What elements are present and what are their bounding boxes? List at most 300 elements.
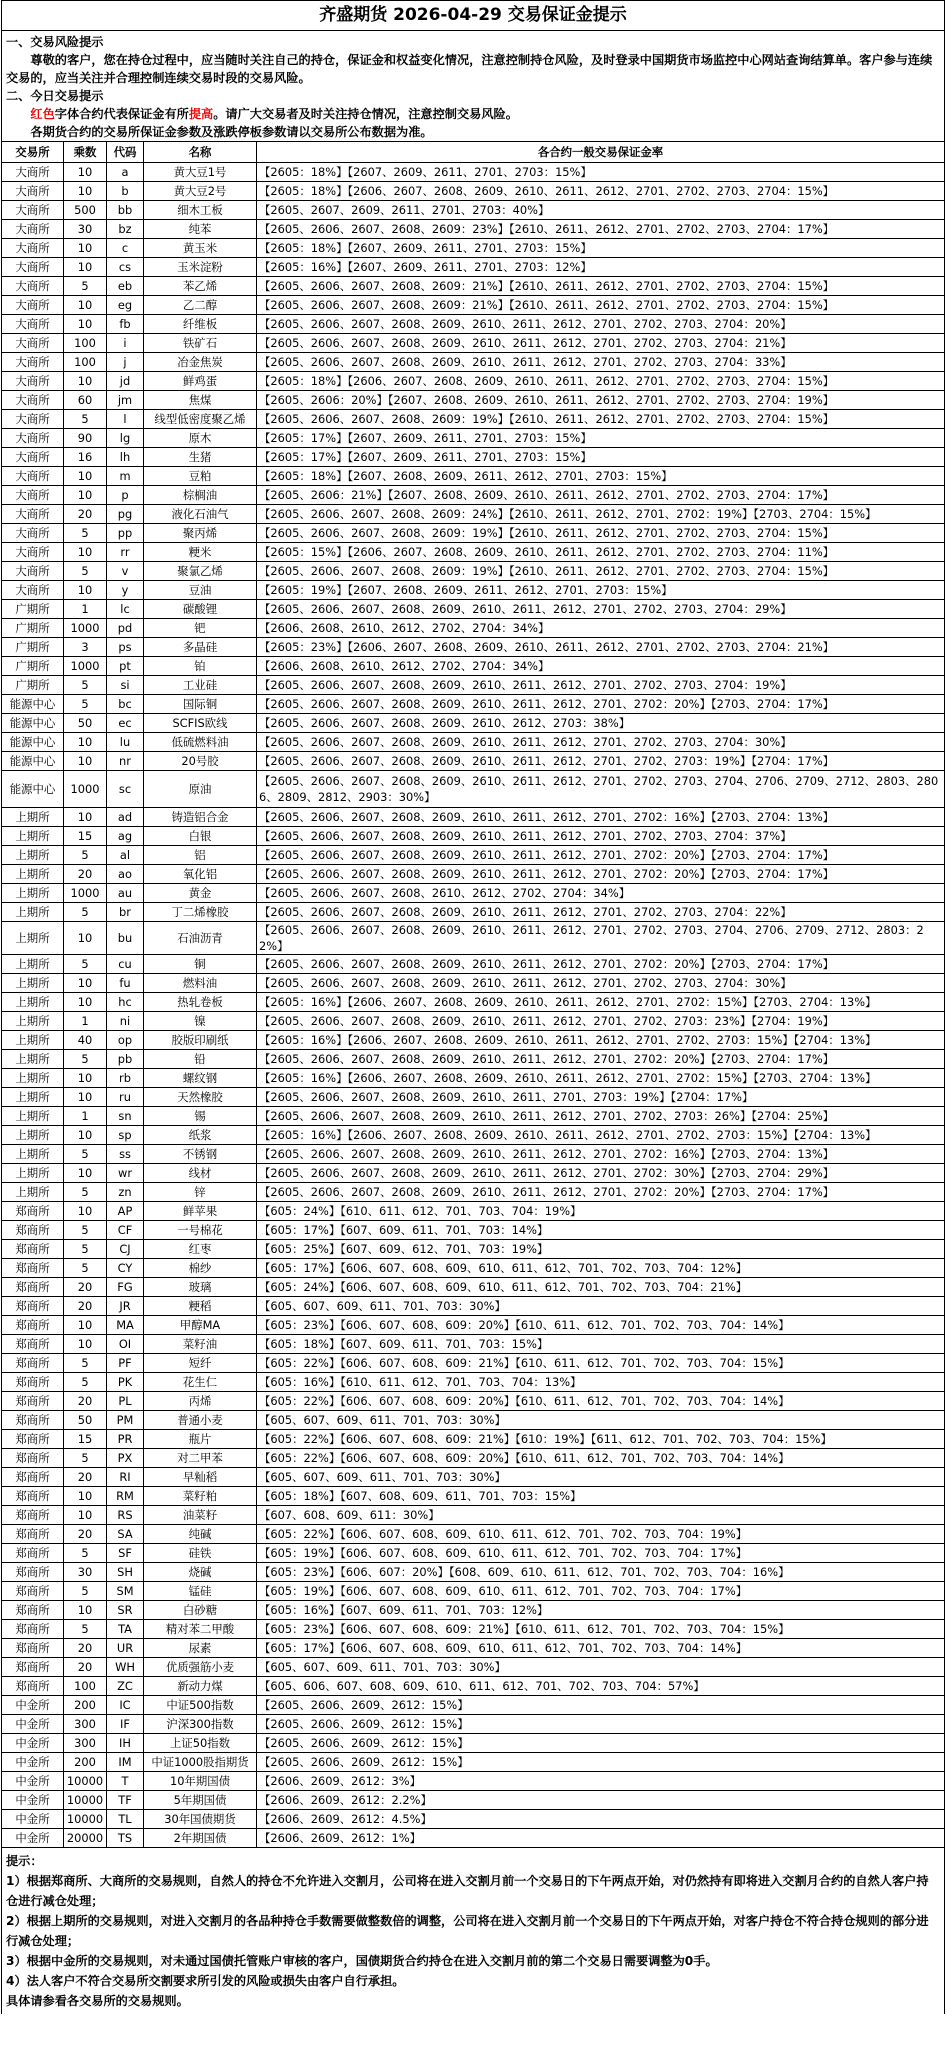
cell-margin-rate: 【2605：16%】【2606、2607、2608、2609、2610、2611、2612、2701、2702：15%】【2703、2704：13%】 bbox=[257, 1069, 945, 1088]
cell-margin-rate: 【2605、2606、2609、2612：15%】 bbox=[257, 1734, 945, 1753]
cell-code: RI bbox=[107, 1468, 144, 1487]
cell-multiplier: 10 bbox=[64, 543, 107, 562]
cell-name: 国际铜 bbox=[144, 695, 257, 714]
cell-name: 纸浆 bbox=[144, 1126, 257, 1145]
cell-name: 中证1000股指期货 bbox=[144, 1753, 257, 1772]
cell-exchange: 大商所 bbox=[2, 220, 64, 239]
cell-name: 豆粕 bbox=[144, 467, 257, 486]
cell-multiplier: 5 bbox=[64, 903, 107, 922]
table-row bbox=[2, 429, 945, 448]
cell-margin-rate: 【605：22%】【606、607、608、609：20%】【610、611、612、701、702、703、704：14%】 bbox=[257, 1392, 945, 1411]
cell-multiplier: 200 bbox=[64, 1753, 107, 1772]
table-body bbox=[2, 163, 945, 1848]
cell-code: sp bbox=[107, 1126, 144, 1145]
cell-code: i bbox=[107, 334, 144, 353]
cell-multiplier: 10 bbox=[64, 486, 107, 505]
cell-exchange: 能源中心 bbox=[2, 695, 64, 714]
cell-name: 生猪 bbox=[144, 448, 257, 467]
cell-exchange: 郑商所 bbox=[2, 1525, 64, 1544]
cell-exchange: 大商所 bbox=[2, 562, 64, 581]
cell-code: ru bbox=[107, 1088, 144, 1107]
raised-label: 提高 bbox=[188, 107, 214, 121]
cell-margin-rate: 【605、607、609、611、701、703：30%】 bbox=[257, 1411, 945, 1430]
table-row bbox=[2, 1715, 945, 1734]
cell-multiplier: 10 bbox=[64, 1506, 107, 1525]
cell-exchange: 郑商所 bbox=[2, 1468, 64, 1487]
table-row bbox=[2, 1544, 945, 1563]
cell-name: 乙二醇 bbox=[144, 296, 257, 315]
cell-code: m bbox=[107, 467, 144, 486]
cell-multiplier: 20 bbox=[64, 1297, 107, 1316]
col-multiplier: 乘数 bbox=[64, 142, 107, 163]
table-row bbox=[2, 1183, 945, 1202]
cell-multiplier: 20 bbox=[64, 1278, 107, 1297]
cell-exchange: 郑商所 bbox=[2, 1392, 64, 1411]
risk-paragraph: 尊敬的客户，您在持仓过程中，应当随时关注自己的持仓，保证金和权益变化情况，注意控制持仓风险，及时登录中国期货市场监控中心网站查询结算单。客户参与连续交易的，应当关注并合理控制连续交易时段的交易风险。 bbox=[6, 53, 933, 85]
table-row bbox=[2, 808, 945, 827]
table-row bbox=[2, 467, 945, 486]
table-row bbox=[2, 372, 945, 391]
cell-code: IH bbox=[107, 1734, 144, 1753]
cell-code: lu bbox=[107, 733, 144, 752]
cell-name: 豆油 bbox=[144, 581, 257, 600]
cell-exchange: 上期所 bbox=[2, 827, 64, 846]
cell-exchange: 中金所 bbox=[2, 1772, 64, 1791]
cell-margin-rate: 【605：22%】【606、607、608、609：21%】【610：19%】【611、612、701、702、703、704：15%】 bbox=[257, 1430, 945, 1449]
cell-margin-rate: 【2605：18%】【2607、2609、2611、2701、2703：15%】 bbox=[257, 163, 945, 182]
cell-multiplier: 20 bbox=[64, 1525, 107, 1544]
cell-code: pd bbox=[107, 619, 144, 638]
table-row bbox=[2, 771, 945, 808]
table-row bbox=[2, 486, 945, 505]
exchange-note: 各期货合约的交易所保证金参数及涨跌停板参数请以交易所公布数据为准。 bbox=[30, 125, 433, 139]
cell-multiplier: 5 bbox=[64, 1582, 107, 1601]
cell-margin-rate: 【2605、2606、2607、2608、2609：24%】【2610、2611、2612、2701、2702：19%】【2703、2704：15%】 bbox=[257, 505, 945, 524]
cell-code: ec bbox=[107, 714, 144, 733]
cell-name: 早籼稻 bbox=[144, 1468, 257, 1487]
cell-margin-rate: 【2605、2606、2607、2608、2609、2610、2611、2612、2701、2702：20%】【2703、2704：17%】 bbox=[257, 955, 945, 974]
cell-margin-rate: 【2605、2606、2607、2608、2609、2610、2611、2612、2701、2702：30%】【2703、2704：29%】 bbox=[257, 1164, 945, 1183]
table-row bbox=[2, 1772, 945, 1791]
cell-multiplier: 5 bbox=[64, 410, 107, 429]
cell-name: 鲜苹果 bbox=[144, 1202, 257, 1221]
cell-name: 棉纱 bbox=[144, 1259, 257, 1278]
cell-name: 热轧卷板 bbox=[144, 993, 257, 1012]
cell-exchange: 中金所 bbox=[2, 1734, 64, 1753]
table-row bbox=[2, 1658, 945, 1677]
cell-margin-rate: 【2605：16%】【2606、2607、2608、2609、2610、2611、2612、2701、2702：15%】【2703、2704：13%】 bbox=[257, 993, 945, 1012]
cell-exchange: 郑商所 bbox=[2, 1449, 64, 1468]
cell-name: 镍 bbox=[144, 1012, 257, 1031]
table-row bbox=[2, 1259, 945, 1278]
table-row bbox=[2, 1601, 945, 1620]
cell-exchange: 大商所 bbox=[2, 296, 64, 315]
today-text-b: 。请广大交易者及时关注持仓情况，注意控制交易风险。 bbox=[213, 107, 518, 121]
table-row bbox=[2, 1164, 945, 1183]
cell-multiplier: 5 bbox=[64, 1221, 107, 1240]
cell-name: 碳酸锂 bbox=[144, 600, 257, 619]
cell-margin-rate: 【2605、2606、2607、2608、2609、2610、2611、2612、2701、2702、2703、2704：37%】 bbox=[257, 827, 945, 846]
cell-margin-rate: 【2605、2606、2607、2608、2609、2610、2611、2612、2701、2702：16%】【2703、2704：13%】 bbox=[257, 808, 945, 827]
cell-code: pp bbox=[107, 524, 144, 543]
cell-margin-rate: 【605、607、609、611、701、703：30%】 bbox=[257, 1468, 945, 1487]
cell-margin-rate: 【2605、2606、2609、2612：15%】 bbox=[257, 1715, 945, 1734]
cell-code: fb bbox=[107, 315, 144, 334]
table-row bbox=[2, 1316, 945, 1335]
cell-multiplier: 16 bbox=[64, 448, 107, 467]
cell-exchange: 郑商所 bbox=[2, 1240, 64, 1259]
cell-code: FG bbox=[107, 1278, 144, 1297]
cell-margin-rate: 【2605：15%】【2606、2607、2608、2609、2610、2611、2612、2701、2702、2703、2704：11%】 bbox=[257, 543, 945, 562]
cell-multiplier: 90 bbox=[64, 429, 107, 448]
cell-exchange: 大商所 bbox=[2, 372, 64, 391]
cell-name: 优质强筋小麦 bbox=[144, 1658, 257, 1677]
cell-multiplier: 10 bbox=[64, 182, 107, 201]
cell-multiplier: 5 bbox=[64, 1544, 107, 1563]
cell-code: cu bbox=[107, 955, 144, 974]
table-row bbox=[2, 1050, 945, 1069]
cell-name: 尿素 bbox=[144, 1639, 257, 1658]
cell-multiplier: 100 bbox=[64, 1677, 107, 1696]
cell-multiplier: 10 bbox=[64, 733, 107, 752]
cell-margin-rate: 【2605、2606、2607、2608、2609：21%】【2610、2611、2612、2701、2702、2703、2704：15%】 bbox=[257, 277, 945, 296]
cell-name: 精对苯二甲酸 bbox=[144, 1620, 257, 1639]
table-row bbox=[2, 1525, 945, 1544]
cell-name: 30年国债期货 bbox=[144, 1810, 257, 1829]
col-margin-rate: 各合约一般交易保证金率 bbox=[257, 142, 945, 163]
cell-margin-rate: 【2606、2609、2612：2.2%】 bbox=[257, 1791, 945, 1810]
cell-exchange: 大商所 bbox=[2, 410, 64, 429]
cell-multiplier: 5 bbox=[64, 955, 107, 974]
cell-name: 粳米 bbox=[144, 543, 257, 562]
cell-multiplier: 5 bbox=[64, 1354, 107, 1373]
table-row bbox=[2, 1734, 945, 1753]
cell-name: 一号棉花 bbox=[144, 1221, 257, 1240]
table-row bbox=[2, 1791, 945, 1810]
cell-name: 棕榈油 bbox=[144, 486, 257, 505]
notice-section bbox=[2, 31, 944, 141]
cell-margin-rate: 【2605、2606、2607、2608、2609、2610、2611、2612、2701、2702、2703、2704：20%】 bbox=[257, 315, 945, 334]
cell-exchange: 上期所 bbox=[2, 808, 64, 827]
cell-multiplier: 10 bbox=[64, 993, 107, 1012]
cell-code: IM bbox=[107, 1753, 144, 1772]
cell-multiplier: 5 bbox=[64, 1449, 107, 1468]
cell-multiplier: 15 bbox=[64, 827, 107, 846]
cell-name: 原木 bbox=[144, 429, 257, 448]
cell-code: au bbox=[107, 884, 144, 903]
cell-exchange: 郑商所 bbox=[2, 1316, 64, 1335]
cell-exchange: 大商所 bbox=[2, 163, 64, 182]
cell-exchange: 上期所 bbox=[2, 1164, 64, 1183]
cell-code: lc bbox=[107, 600, 144, 619]
cell-name: 硅铁 bbox=[144, 1544, 257, 1563]
cell-code: SR bbox=[107, 1601, 144, 1620]
note-5: 具体请参看各交易所的交易规则。 bbox=[6, 1994, 189, 2008]
cell-multiplier: 10 bbox=[64, 1069, 107, 1088]
cell-exchange: 大商所 bbox=[2, 258, 64, 277]
table-row bbox=[2, 1373, 945, 1392]
cell-code: PL bbox=[107, 1392, 144, 1411]
cell-multiplier: 20000 bbox=[64, 1829, 107, 1848]
cell-name: 5年期国债 bbox=[144, 1791, 257, 1810]
cell-margin-rate: 【605：22%】【606、607、608、609：20%】【610、611、612、701、702、703、704：14%】 bbox=[257, 1449, 945, 1468]
cell-exchange: 能源中心 bbox=[2, 714, 64, 733]
cell-multiplier: 10 bbox=[64, 1088, 107, 1107]
cell-multiplier: 10 bbox=[64, 1126, 107, 1145]
cell-multiplier: 50 bbox=[64, 714, 107, 733]
notes-heading: 提示： bbox=[6, 1854, 43, 1868]
cell-exchange: 上期所 bbox=[2, 1145, 64, 1164]
cell-name: SCFIS欧线 bbox=[144, 714, 257, 733]
table-row bbox=[2, 657, 945, 676]
cell-margin-rate: 【2605：16%】【2606、2607、2608、2609、2610、2611、2612、2701、2702、2703：15%】【2704：13%】 bbox=[257, 1031, 945, 1050]
cell-exchange: 大商所 bbox=[2, 524, 64, 543]
cell-margin-rate: 【2605、2606、2607、2608、2610、2612、2702、2704：34%】 bbox=[257, 884, 945, 903]
today-heading: 二、今日交易提示 bbox=[6, 89, 104, 103]
cell-multiplier: 10 bbox=[64, 581, 107, 600]
cell-exchange: 郑商所 bbox=[2, 1354, 64, 1373]
cell-exchange: 上期所 bbox=[2, 865, 64, 884]
cell-name: 丁二烯橡胶 bbox=[144, 903, 257, 922]
table-row bbox=[2, 1202, 945, 1221]
cell-code: IC bbox=[107, 1696, 144, 1715]
cell-exchange: 能源中心 bbox=[2, 771, 64, 808]
cell-multiplier: 1 bbox=[64, 600, 107, 619]
cell-multiplier: 5 bbox=[64, 524, 107, 543]
table-row bbox=[2, 1335, 945, 1354]
cell-code: ps bbox=[107, 638, 144, 657]
cell-code: T bbox=[107, 1772, 144, 1791]
cell-exchange: 上期所 bbox=[2, 955, 64, 974]
cell-multiplier: 3 bbox=[64, 638, 107, 657]
cell-margin-rate: 【2605：16%】【2606、2607、2608、2609、2610、2611、2612、2701、2702、2703：15%】【2704：13%】 bbox=[257, 1126, 945, 1145]
table-row bbox=[2, 884, 945, 903]
cell-margin-rate: 【2605：16%】【2607、2609、2611、2701、2703：12%】 bbox=[257, 258, 945, 277]
cell-multiplier: 100 bbox=[64, 334, 107, 353]
cell-multiplier: 10000 bbox=[64, 1791, 107, 1810]
cell-multiplier: 5 bbox=[64, 1259, 107, 1278]
cell-name: 冶金焦炭 bbox=[144, 353, 257, 372]
cell-multiplier: 5 bbox=[64, 846, 107, 865]
table-row bbox=[2, 1240, 945, 1259]
cell-code: lg bbox=[107, 429, 144, 448]
cell-margin-rate: 【2605：17%】【2607、2609、2611、2701、2703：15%】 bbox=[257, 448, 945, 467]
cell-code: pg bbox=[107, 505, 144, 524]
cell-code: PF bbox=[107, 1354, 144, 1373]
cell-multiplier: 20 bbox=[64, 1392, 107, 1411]
cell-name: 上证50指数 bbox=[144, 1734, 257, 1753]
cell-code: PK bbox=[107, 1373, 144, 1392]
cell-code: TA bbox=[107, 1620, 144, 1639]
cell-margin-rate: 【2605、2606、2607、2608、2609、2610、2612、2703：38%】 bbox=[257, 714, 945, 733]
cell-multiplier: 5 bbox=[64, 1183, 107, 1202]
cell-multiplier: 1000 bbox=[64, 657, 107, 676]
page-title: 齐盛期货 2026-04-29 交易保证金提示 bbox=[2, 1, 944, 31]
cell-code: UR bbox=[107, 1639, 144, 1658]
cell-name: 2年期国债 bbox=[144, 1829, 257, 1848]
cell-margin-rate: 【2605、2606、2607、2608、2609、2610、2611、2612、2701、2702、2703、2704：30%】 bbox=[257, 974, 945, 993]
cell-exchange: 上期所 bbox=[2, 922, 64, 955]
table-row bbox=[2, 1506, 945, 1525]
table-row bbox=[2, 1088, 945, 1107]
cell-margin-rate: 【2605、2606：21%】【2607、2608、2609、2610、2611、2612、2701、2702、2703、2704：17%】 bbox=[257, 486, 945, 505]
table-row bbox=[2, 1411, 945, 1430]
cell-name: 中证500指数 bbox=[144, 1696, 257, 1715]
cell-exchange: 上期所 bbox=[2, 1107, 64, 1126]
cell-multiplier: 1000 bbox=[64, 771, 107, 808]
cell-margin-rate: 【2605、2606、2607、2608、2609、2610、2611、2612、2701、2702、2703：26%】【2704：25%】 bbox=[257, 1107, 945, 1126]
cell-name: 铅 bbox=[144, 1050, 257, 1069]
cell-exchange: 大商所 bbox=[2, 353, 64, 372]
cell-code: fu bbox=[107, 974, 144, 993]
cell-exchange: 郑商所 bbox=[2, 1506, 64, 1525]
cell-name: 烧碱 bbox=[144, 1563, 257, 1582]
table-row bbox=[2, 695, 945, 714]
cell-multiplier: 20 bbox=[64, 1639, 107, 1658]
cell-margin-rate: 【2605：23%】【2606、2607、2608、2609、2610、2611、2612、2701、2702、2703、2704：21%】 bbox=[257, 638, 945, 657]
table-row bbox=[2, 353, 945, 372]
cell-multiplier: 20 bbox=[64, 865, 107, 884]
cell-exchange: 郑商所 bbox=[2, 1411, 64, 1430]
cell-multiplier: 500 bbox=[64, 201, 107, 220]
cell-exchange: 上期所 bbox=[2, 1183, 64, 1202]
cell-name: 短纤 bbox=[144, 1354, 257, 1373]
cell-exchange: 郑商所 bbox=[2, 1202, 64, 1221]
table-row bbox=[2, 1449, 945, 1468]
cell-exchange: 郑商所 bbox=[2, 1639, 64, 1658]
cell-name: 石油沥青 bbox=[144, 922, 257, 955]
cell-name: 沪深300指数 bbox=[144, 1715, 257, 1734]
table-row bbox=[2, 410, 945, 429]
cell-code: eb bbox=[107, 277, 144, 296]
cell-name: 铜 bbox=[144, 955, 257, 974]
cell-name: 丙烯 bbox=[144, 1392, 257, 1411]
cell-code: SM bbox=[107, 1582, 144, 1601]
table-row bbox=[2, 1221, 945, 1240]
cell-multiplier: 40 bbox=[64, 1031, 107, 1050]
cell-margin-rate: 【605：25%】【607、609、612、701、703：19%】 bbox=[257, 1240, 945, 1259]
cell-multiplier: 5 bbox=[64, 1620, 107, 1639]
cell-name: 锰硅 bbox=[144, 1582, 257, 1601]
cell-name: 原油 bbox=[144, 771, 257, 808]
table-row bbox=[2, 163, 945, 182]
cell-margin-rate: 【605：23%】【606、607、608、609：21%】【610、611、612、701、702、703、704：15%】 bbox=[257, 1620, 945, 1639]
cell-multiplier: 20 bbox=[64, 1658, 107, 1677]
cell-code: MA bbox=[107, 1316, 144, 1335]
cell-margin-rate: 【2605：17%】【2607、2609、2611、2701、2703：15%】 bbox=[257, 429, 945, 448]
cell-name: 聚丙烯 bbox=[144, 524, 257, 543]
note-4: 4）法人客户不符合交易所交割要求所引发的风险或损失由客户自行承担。 bbox=[6, 1974, 405, 1988]
cell-margin-rate: 【607、608、609、611：30%】 bbox=[257, 1506, 945, 1525]
cell-margin-rate: 【2605、2606、2607、2608、2609：19%】【2610、2611、2612、2701、2702、2703、2704：15%】 bbox=[257, 524, 945, 543]
cell-name: 纯苯 bbox=[144, 220, 257, 239]
cell-name: 螺纹钢 bbox=[144, 1069, 257, 1088]
cell-multiplier: 10 bbox=[64, 296, 107, 315]
cell-exchange: 郑商所 bbox=[2, 1601, 64, 1620]
cell-code: jd bbox=[107, 372, 144, 391]
cell-exchange: 大商所 bbox=[2, 467, 64, 486]
cell-name: 锌 bbox=[144, 1183, 257, 1202]
cell-name: 锡 bbox=[144, 1107, 257, 1126]
table-row bbox=[2, 296, 945, 315]
cell-multiplier: 10 bbox=[64, 258, 107, 277]
cell-code: ni bbox=[107, 1012, 144, 1031]
cell-name: 黄大豆2号 bbox=[144, 182, 257, 201]
cell-name: 黄金 bbox=[144, 884, 257, 903]
cell-code: AP bbox=[107, 1202, 144, 1221]
table-row bbox=[2, 955, 945, 974]
table-row bbox=[2, 448, 945, 467]
cell-margin-rate: 【2605、2606、2607、2608、2609：21%】【2610、2611、2612、2701、2702、2703、2704：15%】 bbox=[257, 296, 945, 315]
table-row bbox=[2, 315, 945, 334]
cell-margin-rate: 【2605、2606、2607、2608、2609、2610、2611、2612、2701、2702、2703：19%】【2704：17%】 bbox=[257, 752, 945, 771]
table-row bbox=[2, 1430, 945, 1449]
table-row bbox=[2, 391, 945, 410]
table-row bbox=[2, 1810, 945, 1829]
cell-name: 甲醇MA bbox=[144, 1316, 257, 1335]
cell-margin-rate: 【605：22%】【606、607、608、609：21%】【610、611、612、701、702、703、704：15%】 bbox=[257, 1354, 945, 1373]
cell-name: 花生仁 bbox=[144, 1373, 257, 1392]
cell-exchange: 大商所 bbox=[2, 277, 64, 296]
cell-multiplier: 10 bbox=[64, 239, 107, 258]
cell-multiplier: 10000 bbox=[64, 1810, 107, 1829]
table-row bbox=[2, 1392, 945, 1411]
table-row bbox=[2, 277, 945, 296]
cell-multiplier: 10 bbox=[64, 467, 107, 486]
cell-margin-rate: 【2605、2607、2609、2611、2701、2703：40%】 bbox=[257, 201, 945, 220]
cell-multiplier: 10 bbox=[64, 163, 107, 182]
cell-name: 氧化铝 bbox=[144, 865, 257, 884]
cell-name: 瓶片 bbox=[144, 1430, 257, 1449]
cell-name: 低硫燃料油 bbox=[144, 733, 257, 752]
cell-multiplier: 300 bbox=[64, 1734, 107, 1753]
cell-margin-rate: 【605：17%】【607、609、611、701、703：14%】 bbox=[257, 1221, 945, 1240]
cell-code: b bbox=[107, 182, 144, 201]
cell-exchange: 大商所 bbox=[2, 505, 64, 524]
margin-notice-page bbox=[1, 0, 945, 2014]
cell-code: v bbox=[107, 562, 144, 581]
table-row bbox=[2, 752, 945, 771]
cell-name: 细木工板 bbox=[144, 201, 257, 220]
cell-exchange: 郑商所 bbox=[2, 1373, 64, 1392]
cell-name: 胶版印刷纸 bbox=[144, 1031, 257, 1050]
cell-multiplier: 10 bbox=[64, 752, 107, 771]
cell-multiplier: 1 bbox=[64, 1107, 107, 1126]
cell-code: op bbox=[107, 1031, 144, 1050]
table-row bbox=[2, 1145, 945, 1164]
cell-margin-rate: 【2605、2606、2607、2608、2609、2610、2611、2701、2703：19%】【2704：17%】 bbox=[257, 1088, 945, 1107]
cell-code: sc bbox=[107, 771, 144, 808]
cell-exchange: 郑商所 bbox=[2, 1620, 64, 1639]
cell-margin-rate: 【2605、2606、2607、2608、2609、2610、2611、2612、2701、2702、2703、2704、2706、2709、2712、2803、2806、2809、2812、2903：30%】 bbox=[257, 771, 945, 808]
table-row bbox=[2, 903, 945, 922]
cell-name: 鲜鸡蛋 bbox=[144, 372, 257, 391]
cell-code: PM bbox=[107, 1411, 144, 1430]
cell-name: 焦煤 bbox=[144, 391, 257, 410]
cell-margin-rate: 【2605、2606、2607、2608、2609、2610、2611、2612、2701、2702：20%】【2703、2704：17%】 bbox=[257, 865, 945, 884]
cell-name: 铝 bbox=[144, 846, 257, 865]
cell-margin-rate: 【605：24%】【606、607、608、609、610、611、612、701、702、703、704：21%】 bbox=[257, 1278, 945, 1297]
table-row bbox=[2, 239, 945, 258]
cell-exchange: 大商所 bbox=[2, 315, 64, 334]
cell-exchange: 郑商所 bbox=[2, 1563, 64, 1582]
cell-exchange: 郑商所 bbox=[2, 1221, 64, 1240]
cell-margin-rate: 【2605、2606：20%】【2607、2608、2609、2610、2611、2612、2701、2702、2703、2704：19%】 bbox=[257, 391, 945, 410]
cell-multiplier: 10 bbox=[64, 1164, 107, 1183]
cell-exchange: 上期所 bbox=[2, 1012, 64, 1031]
cell-code: SA bbox=[107, 1525, 144, 1544]
cell-multiplier: 5 bbox=[64, 1050, 107, 1069]
